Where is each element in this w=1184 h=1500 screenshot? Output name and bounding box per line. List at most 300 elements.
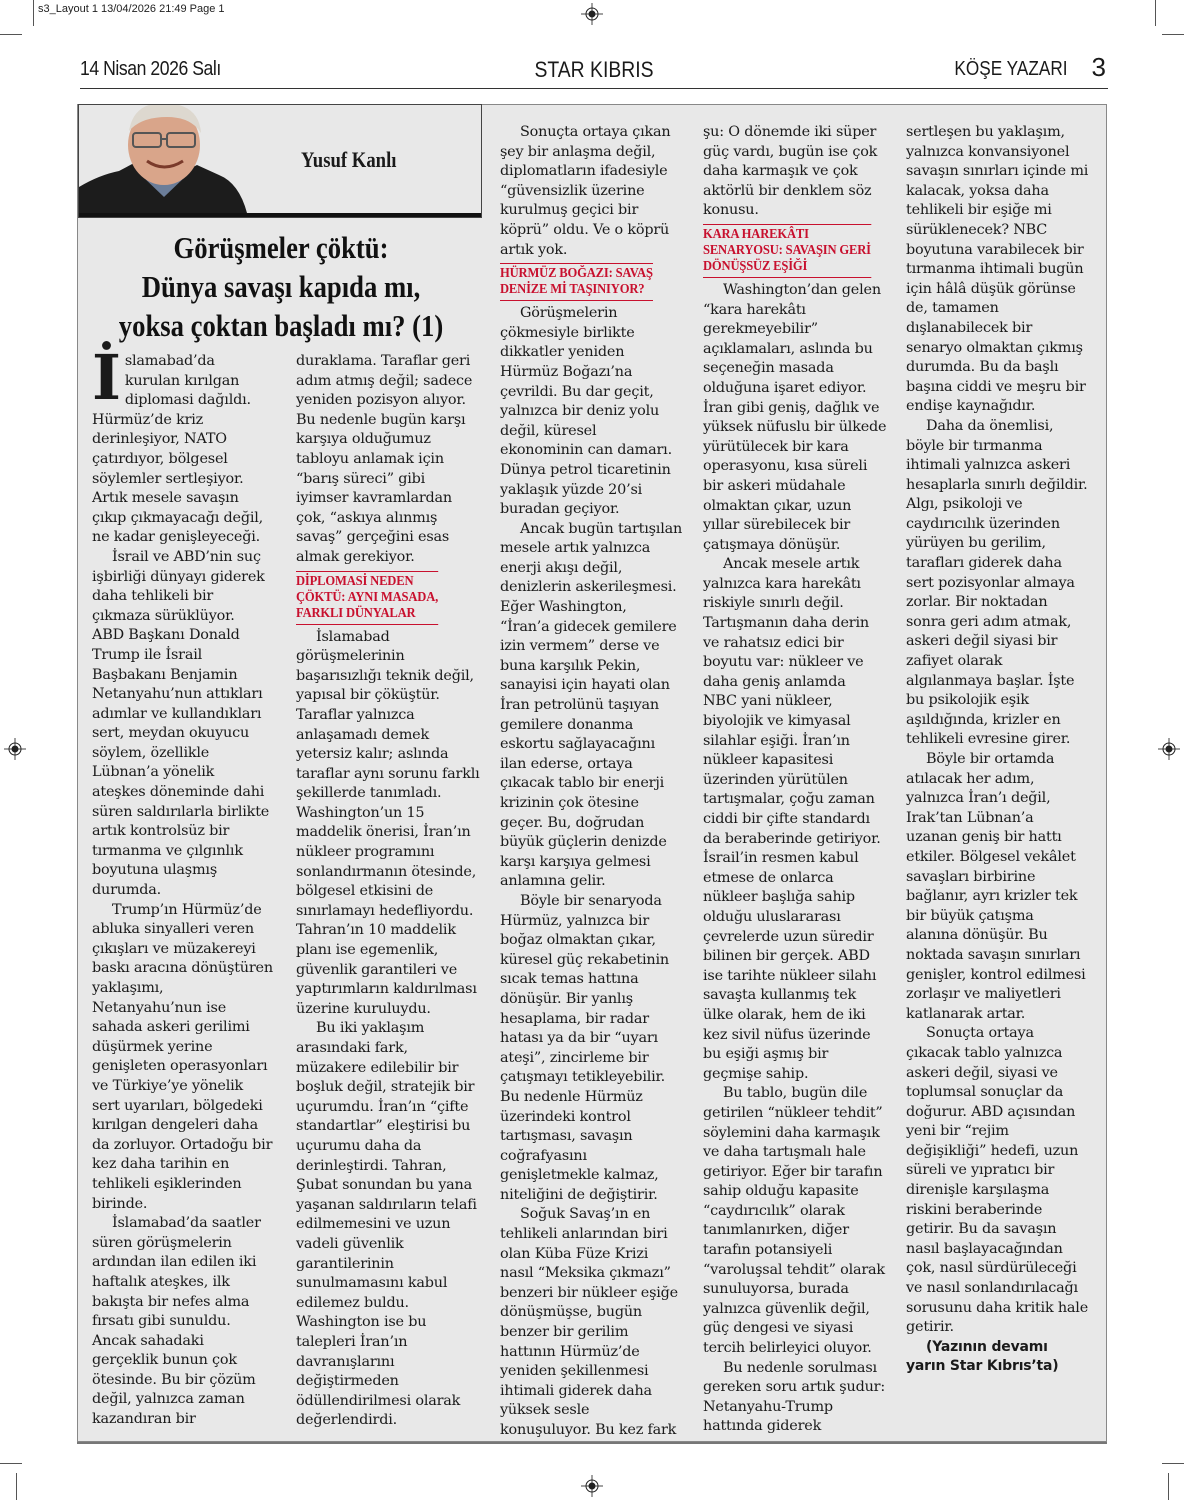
text-line: tanımlanırken, diğer xyxy=(703,1222,849,1239)
text-line: endişe kaynağıdır. xyxy=(906,398,1036,415)
text-line: toplumsal sonuçlar da xyxy=(906,1084,1064,1101)
text-line: askeri değil, siyasi ve xyxy=(906,1064,1058,1081)
paragraph xyxy=(906,1024,1098,1338)
text-line: krizinin çok ötesine xyxy=(500,795,639,811)
text-line: baskı aracına dönüştüren xyxy=(92,960,273,977)
registration-mark-icon xyxy=(581,3,603,25)
paragraph xyxy=(906,123,1098,417)
text-line: bağlanır, ayrı krizler tek xyxy=(906,888,1078,905)
text-line: Eğer Washington, xyxy=(500,599,627,616)
text-line: atılacak her adım, xyxy=(906,770,1035,787)
text-line: Bu nedenle sorulması xyxy=(723,1359,877,1376)
article-column-3 xyxy=(500,123,692,1441)
text-line: artık kontrolsüz bir xyxy=(92,823,230,840)
text-line: İsrail ve ABD’nin suç xyxy=(112,548,261,565)
text-line: hesaplama, bir radar xyxy=(500,1010,649,1027)
text-line: Hürmüz Boğazı’na xyxy=(500,363,633,380)
paragraph xyxy=(500,304,692,520)
drop-cap: İ xyxy=(92,341,121,414)
text-line: da beraberinde getiriyor. xyxy=(703,830,881,847)
text-line: Bu iki yaklaşım xyxy=(316,1020,425,1037)
paragraph xyxy=(703,555,895,1084)
paragraph xyxy=(906,417,1098,750)
text-line: denizlerin askerileşmesi. xyxy=(500,579,677,596)
text-line: geçer. Bu, doğrudan xyxy=(500,814,645,831)
text-line: zorlar. Bir noktadan xyxy=(906,594,1048,611)
text-line: süreli ve yıpratıcı bir xyxy=(906,1162,1055,1179)
text-line: başına ciddi ve meşru bir xyxy=(906,378,1086,395)
text-line: Hürmüz, yalnızca bir xyxy=(500,912,650,929)
text-line: ekonominin can damarı. xyxy=(500,442,672,459)
text-line: Sonuçta ortaya xyxy=(926,1025,1034,1042)
text-line: Tahran’ın 10 maddelik xyxy=(296,922,456,939)
text-line: gereken soru artık şudur: xyxy=(703,1379,885,1396)
crop-mark xyxy=(1168,1473,1169,1500)
text-line: kırılgan dengeleri daha xyxy=(92,1117,258,1134)
text-line: İslamabad’da saatler xyxy=(112,1215,261,1232)
text-line: anlamına gelir. xyxy=(500,873,606,890)
text-line: yüksek nüfuslu bir ülkede xyxy=(703,419,887,436)
text-line: yapısal bir çöküştür. xyxy=(296,687,440,704)
text-line: savaşın sınırları içinde mi xyxy=(906,163,1089,180)
text-line: anlaşamadı demek xyxy=(296,726,430,743)
paragraph xyxy=(296,352,488,568)
byline-box xyxy=(78,104,482,218)
author-photo xyxy=(79,105,249,213)
subheading-line: SENARYOSU: SAVAŞIN GERİ xyxy=(703,242,871,258)
text-line: senaryo olmaktan çıkmış xyxy=(906,339,1083,356)
text-line: aktörlü bir denklem söz xyxy=(703,182,872,199)
text-line: yalnızca bir deniz yolu xyxy=(500,403,660,420)
text-line: görüşmelerinin xyxy=(296,648,405,665)
subheading xyxy=(500,263,653,301)
text-line: yalnızca kara harekâtı xyxy=(703,575,861,592)
text-line: yaklaşımı, xyxy=(92,980,164,996)
text-line: sonra geri adım atmak, xyxy=(906,613,1072,630)
text-line: çıkıp çıkmayacağı değil, xyxy=(92,509,264,526)
text-line: tehlikeli evresine girer. xyxy=(906,731,1071,748)
text-line: derinleşiyor, NATO xyxy=(92,431,227,448)
text-line: riskiyle sınırlı değil. xyxy=(703,595,844,612)
text-line: askeri değil siyasi bir xyxy=(906,633,1058,650)
text-line: slamabad’da xyxy=(124,353,215,369)
paragraph xyxy=(500,123,692,260)
text-line: gerekmeyebilir” xyxy=(703,321,818,338)
text-line: garantilerinin xyxy=(296,1255,394,1272)
text-line: çevrelerde uzun süredir xyxy=(703,928,874,945)
text-line: sorusunu daha kritik hale xyxy=(906,1299,1089,1316)
text-line: şu: O dönemde iki süper xyxy=(703,124,877,140)
text-line: konuşuluyor. Bu kez fark xyxy=(500,1422,677,1438)
text-line: edilemez buldu. xyxy=(296,1294,409,1311)
text-line: fırsatı gibi sunuldu. xyxy=(92,1313,231,1330)
text-line: zorlaşır ve maliyetleri xyxy=(906,986,1061,1003)
article-column-4 xyxy=(703,123,895,1437)
text-line: sınırlamayı hedefliyordu. xyxy=(296,902,474,919)
text-line: Başbakanı Benjamin xyxy=(92,666,238,683)
text-line: bu eşiği aşmış bir xyxy=(703,1046,829,1063)
text-line: ihtimali giderek daha xyxy=(500,1382,652,1399)
text-line: Ancak bugün tartışılan xyxy=(520,520,683,537)
text-line: üzerinden yürütülen xyxy=(703,771,848,788)
text-line: yalnızca konvansiyonel xyxy=(906,143,1070,160)
text-line: Washington’dan gelen xyxy=(723,281,881,298)
text-line: yüksek sesle xyxy=(500,1402,590,1419)
text-line: sanayisi için hayati olan xyxy=(500,677,670,694)
text-line: sürüklenecek? NBC xyxy=(906,221,1048,238)
text-line: tartışması, savaşın xyxy=(500,1128,633,1145)
text-line: arasındaki fark, xyxy=(296,1040,408,1056)
section-name: KÖŞE YAZARI xyxy=(954,58,1068,80)
text-line: (Yazının devamı xyxy=(926,1338,1048,1355)
text-line: ciddi bir çifte standardı xyxy=(703,811,870,827)
text-line: nasıl başlayacağından xyxy=(906,1240,1063,1257)
text-line: Taraflar yalnızca xyxy=(296,706,415,723)
text-line: uçurumu daha da xyxy=(296,1137,422,1154)
text-line: ne kadar genişleyeceği. xyxy=(92,529,261,546)
text-line: haftalık ateşkes, ilk xyxy=(92,1273,230,1290)
text-line: karşı karşıya gelmesi xyxy=(500,853,651,870)
text-line: boyutu var: nükleer ve xyxy=(703,654,864,671)
text-line: Böyle bir ortamda xyxy=(926,751,1055,767)
text-line: Lübnan’a yönelik xyxy=(92,764,215,781)
text-line: ardından ilan edilen iki xyxy=(92,1254,257,1271)
text-line: ve rahatsız edici bir xyxy=(703,634,844,651)
text-line: Netanyahu-Trump xyxy=(703,1398,833,1415)
text-line: Trump ile İsrail xyxy=(92,646,203,663)
text-line: sert, meydan okuyucu xyxy=(92,725,250,742)
text-line: sertleşen bu yaklaşım, xyxy=(906,124,1065,140)
text-line: başarısızlığı teknik değil, xyxy=(296,667,474,684)
text-line: “güvensizlik üzerine xyxy=(500,182,645,199)
text-line: olduğuna işaret ediyor. xyxy=(703,379,867,396)
text-line: enerji akışı değil, xyxy=(500,559,623,576)
registration-mark-icon xyxy=(1158,738,1180,760)
text-line: tehlikeli anlarından biri xyxy=(500,1226,668,1243)
text-line: nükleer kapasitesi xyxy=(703,752,834,769)
text-line: dışlanabilecek bir xyxy=(906,319,1033,336)
text-line: vadeli güvenlik xyxy=(296,1235,404,1252)
paragraph xyxy=(296,628,488,1020)
newspaper-name: STAR KIBRIS xyxy=(534,57,654,82)
crop-mark xyxy=(0,1463,22,1464)
subheading-line: FARKLI DÜNYALAR xyxy=(296,605,416,621)
text-line: değerlendirdi. xyxy=(296,1412,398,1429)
text-line: direnişle karşılaşma xyxy=(906,1182,1050,1199)
text-line: müzakere edilebilir bir xyxy=(296,1059,459,1076)
byline-rule xyxy=(79,213,481,217)
article-headline xyxy=(113,228,448,345)
text-line: izin vermem” derse ve xyxy=(500,638,660,655)
text-line: uzanan geniş bir hattı xyxy=(906,829,1062,846)
text-line: sahip olduğu kapasite xyxy=(703,1183,859,1200)
crop-mark xyxy=(1162,1463,1184,1464)
text-line: Netanyahu’nun attıkları xyxy=(92,686,263,703)
author-name: Yusuf Kanlı xyxy=(301,147,397,172)
text-line: adım atmış değil; sadece xyxy=(296,372,473,389)
text-line: abluka sinyalleri veren xyxy=(92,921,254,938)
text-line: Daha da önemlisi, xyxy=(926,417,1054,434)
text-line: niteliğini de değiştirir. xyxy=(500,1186,658,1203)
text-line: boyutuna varabilecek bir xyxy=(906,241,1084,258)
text-line: getirir. xyxy=(906,1319,954,1336)
text-line: Soğuk Savaş’ın en xyxy=(520,1206,651,1223)
text-line: yaptırımların kaldırılması xyxy=(296,981,477,998)
text-line: boyutuna ulaşmış xyxy=(92,862,218,879)
text-line: “varoluşsal tehdit” olarak xyxy=(703,1261,885,1278)
text-line: çok, nasıl sürdürüleceği xyxy=(906,1260,1077,1277)
text-line: savaşta kullanmış tek xyxy=(703,987,857,1004)
text-line: diplomatların ifadesiyle xyxy=(500,163,668,180)
text-line: tartışmalar, çoğu zaman xyxy=(703,791,875,808)
text-line: çıkacak tablo yalnızca xyxy=(906,1044,1063,1061)
text-line: Ancak mesele artık xyxy=(723,556,860,573)
crop-mark xyxy=(1155,0,1156,26)
text-line: artık yok. xyxy=(500,241,568,258)
text-line: etkiler. Bölgesel vekâlet xyxy=(906,848,1076,865)
text-line: Bu nedenle Hürmüz xyxy=(500,1088,643,1105)
text-line: riskini beraberinde xyxy=(906,1201,1043,1218)
text-line: geçmişe sahip. xyxy=(703,1065,809,1082)
text-line: coğrafyasını xyxy=(500,1147,587,1164)
text-line: diplomasi dağıldı. xyxy=(124,392,251,409)
text-line: savaşları birbirine xyxy=(906,868,1036,885)
text-line: sahada askeri gerilimi xyxy=(92,1019,250,1036)
text-line: eskortu sağlayacağını xyxy=(500,736,655,753)
paragraph xyxy=(906,750,1098,1024)
text-line: durumda. xyxy=(92,882,162,899)
text-line: değil, küresel xyxy=(500,422,597,439)
paragraph xyxy=(92,901,284,1215)
text-line: hattında giderek xyxy=(703,1418,822,1435)
subheading-line: ÇÖKTÜ: AYNI MASADA, xyxy=(296,589,439,605)
text-line: çatışmayı tetikleyebilir. xyxy=(500,1069,666,1086)
text-line: nükleer başlığa sahip xyxy=(703,889,855,906)
text-line: yetersiz kalır; aslında xyxy=(296,746,449,763)
paragraph xyxy=(703,1084,895,1358)
text-line: ateşkes döneminde dahi xyxy=(92,784,265,801)
article-column-5 xyxy=(906,123,1098,1377)
text-line: ödüllendirilmesi olarak xyxy=(296,1392,461,1409)
text-line: hesaplarla sınırlı değildir. xyxy=(906,476,1088,493)
text-line: bir büyük çatışma xyxy=(906,907,1034,924)
article-column-2 xyxy=(296,352,488,1431)
text-line: daha geniş anlamda xyxy=(703,673,846,690)
text-line: tırmanma ihtimali bugün xyxy=(906,261,1084,278)
text-line: bakışta bir nefes alma xyxy=(92,1293,250,1310)
text-line: olduğu uluslararası xyxy=(703,908,841,925)
text-line: çökmesiyle birlikte xyxy=(500,324,635,341)
text-line: hatası ya da bir “uyarı xyxy=(500,1030,658,1047)
text-line: tercih belirleyici oluyor. xyxy=(703,1340,872,1357)
text-line: da zorluyor. Ortadoğu bir xyxy=(92,1136,273,1153)
text-line: İslamabad xyxy=(316,628,390,645)
text-line: getiriyor. Eğer bir tarafın xyxy=(703,1163,883,1180)
subheading-line: DENİZE Mİ TAŞINIYOR? xyxy=(500,282,645,298)
text-line: “barış süreci” gibi xyxy=(296,470,426,487)
text-line: çıkmaza sürüklüyor. xyxy=(92,607,235,624)
text-line: daha karmaşık ve çok xyxy=(703,163,858,180)
text-line: Dünya petrol ticaretinin xyxy=(500,461,671,478)
text-line: yalnızca güvenlik değil, xyxy=(703,1300,870,1317)
text-line: standartlar” eleştirisi bu xyxy=(296,1118,471,1135)
text-line: nasıl “Meksika çıkmazı” xyxy=(500,1265,671,1282)
text-line: “kara harekâtı xyxy=(703,301,806,318)
text-line: sert uyarıları, bölgedeki xyxy=(92,1097,263,1114)
text-line: yaklaşık yüzde 20’si xyxy=(500,481,643,498)
text-line: nükleer programını xyxy=(296,844,435,861)
text-line: yürütülecek bir kara xyxy=(703,438,849,455)
text-line: tırmanma ve çılgınlık xyxy=(92,842,243,859)
text-line: tabloyu anlamak için xyxy=(296,450,444,467)
text-line: caydırıcılık üzerinden xyxy=(906,515,1060,532)
subheading-line: DÖNÜŞSÜZ EŞİĞİ xyxy=(703,258,808,274)
text-line: silahlar eşiği. İran’ın xyxy=(703,732,850,749)
subheading xyxy=(296,571,438,625)
text-line: adımlar ve kullandıkları xyxy=(92,705,262,722)
registration-mark-icon xyxy=(581,1475,603,1497)
text-line: ilan ederse, ortaya xyxy=(500,755,633,772)
text-line: çevrildi. Bu dar geçit, xyxy=(500,383,654,400)
paragraph xyxy=(92,1214,284,1430)
text-line: açıklamaları, aslında bu xyxy=(703,340,873,357)
text-line: taraflar aynı sorunu farklı xyxy=(296,765,480,782)
paragraph xyxy=(92,341,284,548)
text-line: ateşi”, zincirleme bir xyxy=(500,1049,649,1066)
text-line: bilinen bir gerçek. ABD xyxy=(703,948,870,965)
paragraph xyxy=(500,892,692,1206)
text-line: aşıldığında, krizler en xyxy=(906,711,1061,728)
headline-line: Görüşmeler çöktü: xyxy=(173,230,389,265)
text-line: uçurumdu. İran’ın “çifte xyxy=(296,1098,469,1115)
subheading-line: DİPLOMASİ NEDEN xyxy=(296,573,414,589)
text-line: talepleri İran’ın xyxy=(296,1333,408,1350)
registration-mark-icon xyxy=(4,738,26,760)
text-line: ve Türkiye’ye yönelik xyxy=(92,1077,244,1094)
text-line: “caydırıcılık” olarak xyxy=(703,1202,845,1219)
text-line: Irak’tan Lübnan’a xyxy=(906,809,1034,826)
text-line: büyük güçlerin denizde xyxy=(500,834,667,851)
text-line: köprü” oldu. Ve o köprü xyxy=(500,221,670,238)
text-line: tarafın potansiyeli xyxy=(703,1242,833,1259)
text-line: bu psikolojik eşik xyxy=(906,692,1029,709)
text-line: planı ise egemenlik, xyxy=(296,942,439,959)
text-line: doğurur. ABD açısından xyxy=(906,1103,1076,1120)
text-line: ihtimali yalnızca askeri xyxy=(906,457,1071,474)
text-line: ise tarihte nükleer silahı xyxy=(703,967,877,984)
text-line: benzer bir gerilim xyxy=(500,1324,629,1341)
text-line: konusu. xyxy=(703,202,759,219)
text-line: gerçeklik bunun çok xyxy=(92,1352,237,1369)
text-line: NBC yani nükleer, xyxy=(703,693,833,710)
text-line: çok, “askıya alınmış xyxy=(296,509,438,526)
text-line: Tartışmanın daha derin xyxy=(703,615,869,632)
text-line: yıllar sürebilecek bir xyxy=(703,517,851,534)
text-line: benzeri bir nükleer eşiğe xyxy=(500,1284,678,1301)
text-line: kurulan kırılgan xyxy=(124,372,240,389)
text-line: sunuluyorsa, burada xyxy=(703,1281,849,1298)
text-line: güç vardı, bugün ise çok xyxy=(703,143,878,160)
text-line: yeniden şekillenmesi xyxy=(500,1363,649,1380)
text-line: dönüşmüşse, bugün xyxy=(500,1304,642,1321)
text-line: üzerindeki kontrol xyxy=(500,1108,631,1125)
text-line: de, tamamen xyxy=(906,300,999,317)
text-line: şey bir anlaşma değil, xyxy=(500,143,656,160)
text-line: kez sivil nüfus üzerinde xyxy=(703,1026,871,1043)
paragraph xyxy=(703,123,895,221)
crop-mark xyxy=(16,1473,17,1500)
crop-mark xyxy=(33,0,34,26)
text-line: durumda. Bu da başlı xyxy=(906,359,1059,376)
text-line: yalnızca İran’ı değil, xyxy=(906,790,1051,807)
print-slug: s3_Layout 1 13/04/2026 21:49 Page 1 xyxy=(38,3,225,15)
text-line: şekillerde tanımladı. xyxy=(296,785,442,802)
text-line: söylemler sertleşiyor. xyxy=(92,470,244,487)
text-line: tehlikeli eşiklerinden xyxy=(92,1175,242,1192)
text-line: çıkacak tablo bir enerji xyxy=(500,775,665,792)
text-line: değişikliği” hedefi, uzun xyxy=(906,1142,1079,1159)
text-line: iyimser kavramlardan xyxy=(296,490,452,507)
paragraph xyxy=(296,1019,488,1430)
text-line: seçeneğin masada xyxy=(703,360,834,377)
text-line: ve daha tartışmalı hale xyxy=(703,1144,866,1161)
text-line: zafiyet olarak xyxy=(906,653,1003,670)
text-line: ülke olarak, hem de iki xyxy=(703,1006,866,1023)
text-line: Görüşmelerin xyxy=(520,305,618,322)
text-line: olan Küba Füze Krizi xyxy=(500,1245,649,1262)
text-line: Sonuçta ortaya çıkan xyxy=(520,124,671,140)
text-line: getirir. Bu da savaşın xyxy=(906,1221,1057,1238)
text-line: buna karşılık Pekin, xyxy=(500,657,641,674)
text-line: İran petrolünü taşıyan xyxy=(500,697,659,714)
text-line: için hâlâ düşük görünse xyxy=(906,280,1076,297)
text-line: kurulmuş geçici bir xyxy=(500,202,639,219)
text-line: yaşanan saldırıların telafi xyxy=(296,1196,477,1213)
text-line: derinleştirdi. Tahran, xyxy=(296,1157,447,1174)
text-line: değiştirmeden xyxy=(296,1373,399,1390)
text-line: buradan geçiyor. xyxy=(500,501,620,518)
paragraph xyxy=(703,1359,895,1437)
text-line: biyolojik ve kimyasal xyxy=(703,713,851,730)
text-line: yeniden pozisyon alıyor. xyxy=(296,392,466,409)
text-line: düşürmek yerine xyxy=(92,1038,213,1055)
text-line: edilmemesini ve uzun xyxy=(296,1216,451,1233)
text-line: çatırdıyor, bölgesel xyxy=(92,450,228,467)
headline-line: Dünya savaşı kapıda mı, xyxy=(141,269,421,304)
text-line: birinde. xyxy=(92,1195,148,1212)
text-line: yürüyen bu gerilim, xyxy=(906,535,1046,552)
text-line: ve nasıl sonlandırılacağı xyxy=(906,1280,1078,1297)
text-line: kalacak, yoksa daha xyxy=(906,182,1049,199)
subheading-line: KARA HAREKÂTI xyxy=(703,226,809,242)
text-line: almak gerekiyor. xyxy=(296,548,415,565)
text-line: tarafları giderek daha xyxy=(906,555,1062,572)
text-line: boşluk değil, stratejik bir xyxy=(296,1079,475,1096)
subheading xyxy=(703,224,871,278)
text-line: dönüşür. Bir yanlış xyxy=(500,990,633,1007)
text-line: daha tehlikeli bir xyxy=(92,588,214,605)
text-line: değil, yalnızca zaman xyxy=(92,1391,245,1408)
text-line: katlanarak artar. xyxy=(906,1005,1026,1022)
text-line: küresel güç rekabetinin xyxy=(500,951,669,968)
text-line: boğaz olmaktan çıkar, xyxy=(500,932,656,949)
crop-mark xyxy=(1162,34,1184,35)
text-line: söylem, özellikle xyxy=(92,744,210,761)
text-line: olmaktan çıkar, uzun xyxy=(703,497,852,514)
text-line: böyle bir tırmanma xyxy=(906,437,1043,454)
paragraph xyxy=(703,281,895,555)
text-line: genişletmekle kalmaz, xyxy=(500,1167,659,1184)
